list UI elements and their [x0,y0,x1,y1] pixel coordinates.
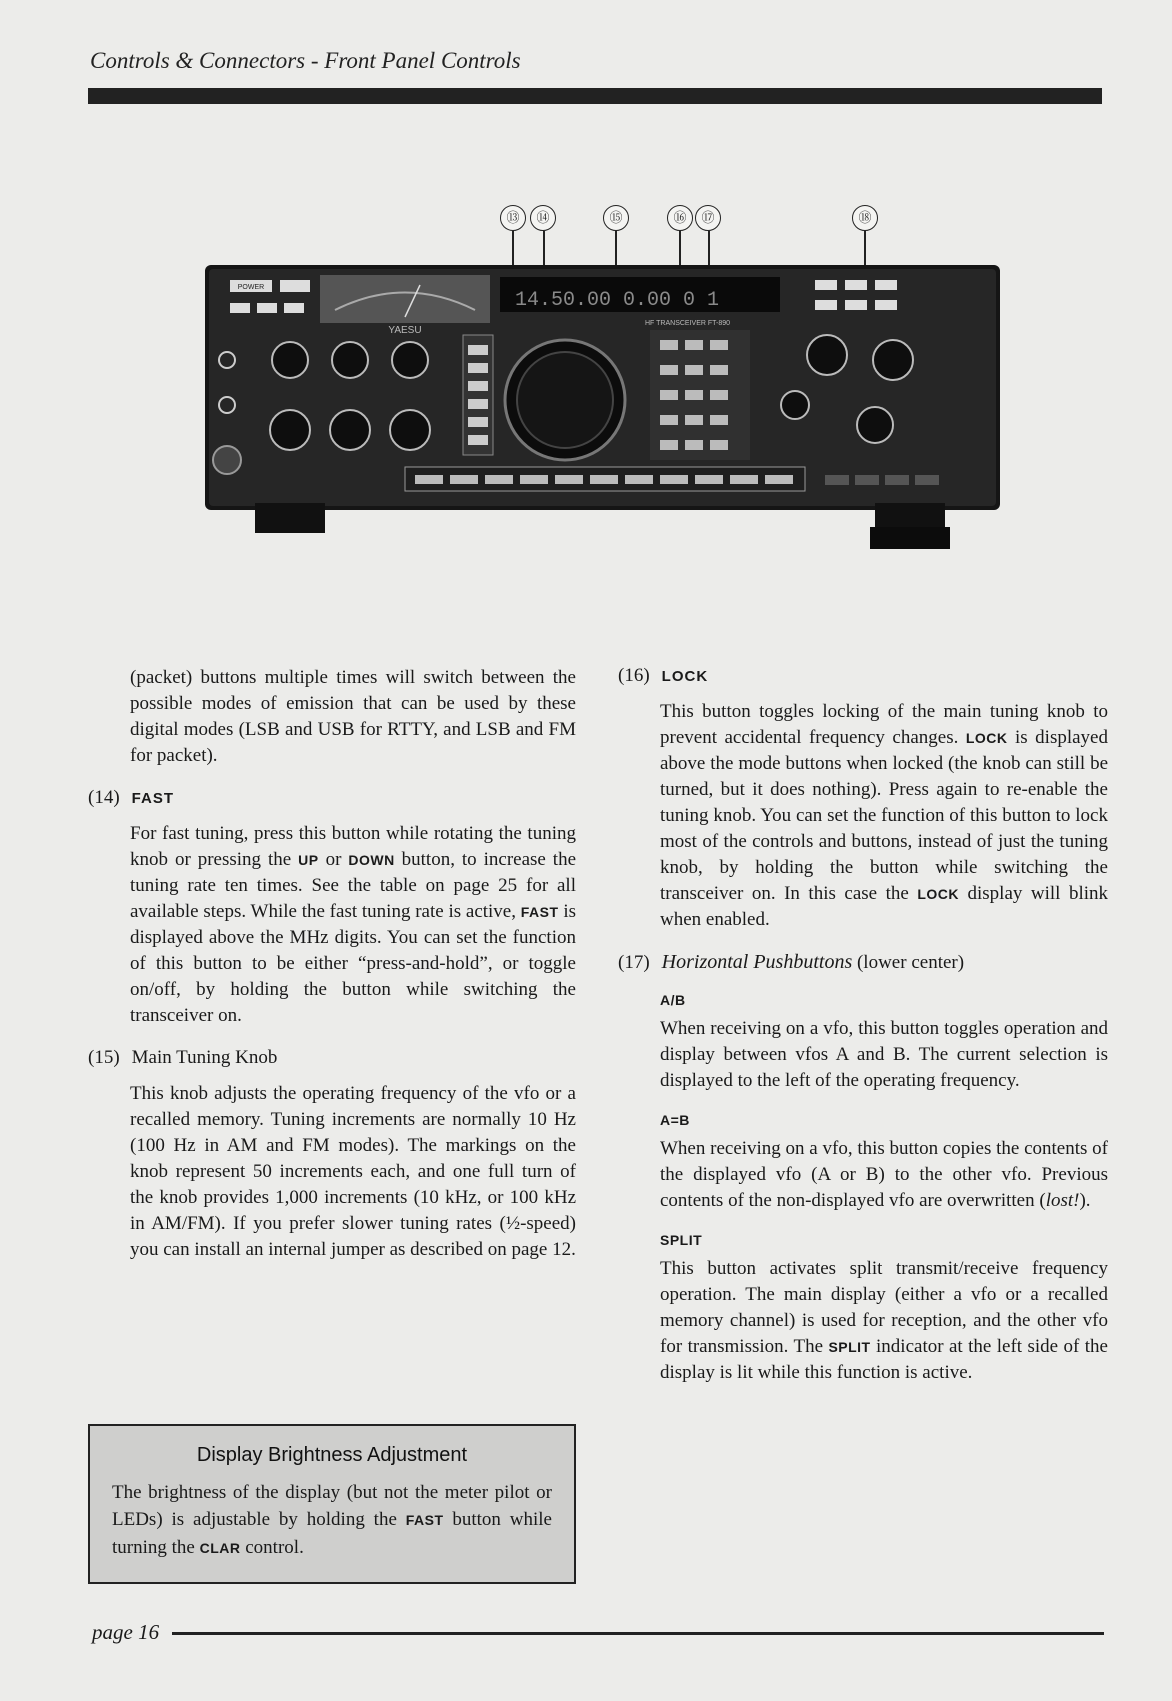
right-column [618,665,1108,1386]
text-span: For fast tuning, press this button while rotating the tuning knob or pressing the [130,823,576,870]
callout-17: ⑰ [695,205,721,231]
aeb-button-label: A=B [660,1112,690,1128]
keyword: UP [298,852,319,868]
callout-13: ⑬ [500,205,526,231]
left-column [88,665,576,1263]
keyword: LOCK [965,730,1008,746]
keyword: FAST [405,1512,444,1528]
callout-16: ⑯ [667,205,693,231]
power-label: POWER [237,284,265,291]
frequency-display: 14.50.00 0.00 0 1 [515,289,720,312]
text-span: This button activates split transmit/receive frequency operation. The main display (either a vfo or a recalled memory channel) is used for reception, and the other vfo for transmission. The [660,1258,1108,1357]
packet-paragraph: (packet) buttons multiple times will switch between the possible modes of emission that can be used by these digital modes (LSB and USB for RTTY, and LSB and FM for packet). [130,667,576,766]
keyword: SPLIT [828,1339,871,1355]
split-paragraph [660,1256,1108,1386]
section-title: Main Tuning Knob [131,1047,278,1068]
section-number: (14) [88,787,120,808]
box-title: Display Brightness Adjustment [196,1444,468,1466]
section-number: (17) [618,952,650,973]
text-span: button while turning the [112,1509,552,1558]
model-label: HF TRANSCEIVER FT-890 [645,320,731,327]
text-span: or [318,849,349,870]
section-title: Horizontal Pushbuttons [661,951,853,973]
keyword: CLAR [199,1540,241,1556]
text-span: indicator at the left side of the display is lit while this function is active. [660,1336,1108,1383]
text-span: is displayed above the MHz digits. You can set the function of this button to be either “press-and-hold”, or toggle on/off, by holding the button while switching the transceiver on. [130,901,576,1026]
text-span: When receiving on a vfo, this button copies the contents of the displayed vfo (A or B) to the other vfo. Previous contents of the non-displayed vfo are overwritten ( [660,1138,1108,1211]
ab-button-label: A/B [660,992,686,1008]
brand-label: YAESU [388,325,422,336]
text-span: control. [240,1537,304,1558]
section-17-heading [618,951,1108,974]
section-number: (16) [618,665,650,686]
lock-paragraph [660,699,1108,933]
transceiver-front-panel-photo [205,205,1000,560]
text-span: button, to increase the tuning rate ten times. See the table on page 25 for all available steps. While the fast tuning rate is active, [130,849,577,922]
emphasis: lost! [1045,1190,1080,1211]
box-text [112,1479,552,1562]
tuning-knob-paragraph: This knob adjusts the operating frequency of the vfo or a recalled memory. Tuning increments are normally 10 Hz (100 Hz in AM and FM modes). The markings on the knob represent 50 increments each, and one full turn of the knob provides 1,000 increments (10 kHz, or 100 kHz in AM/FM). If you prefer slower tuning rates (½-speed) you can install an internal jumper as described on page 12. [130,1083,576,1260]
keyword: DOWN [348,852,395,868]
brightness-note-box [88,1424,576,1584]
aeb-paragraph [660,1136,1108,1214]
split-button-label: SPLIT [660,1232,703,1248]
section-14-heading [88,787,576,809]
section-header: Controls & Connectors - Front Panel Controls [90,48,521,73]
text-span: The brightness of the display (but not the meter pilot or LEDs) is adjustable by holding the [112,1482,552,1530]
callout-15: ⑮ [603,205,629,231]
text-span: ). [1079,1190,1091,1211]
text-span: display will blink when enabled. [660,883,1109,930]
fast-paragraph [130,821,576,1029]
ab-paragraph: When receiving on a vfo, this button toggles operation and display between vfos A and B. The current selection is displayed to the left of the operating frequency. [660,1018,1108,1091]
footer-rule [172,1632,1104,1635]
section-15-heading [88,1047,576,1069]
keyword: FAST [520,904,559,920]
section-title: FAST [131,790,174,807]
text-span: This button toggles locking of the main tuning knob to prevent accidental frequency changes. [660,701,1108,748]
section-title: LOCK [661,668,709,685]
section-16-heading [618,665,1108,687]
page-number: page 16 [92,1620,160,1644]
keyword: LOCK [917,886,959,902]
text-span: is displayed above the mode buttons when locked (the knob can still be turned, but it does nothing). Press again to re-enable the tuning knob. You can set the function of this button to lock most of the controls and buttons, instead of just the tuning knob, by holding the button while switching the transceiver on. In this case the [660,727,1108,904]
callout-18: ⑱ [852,205,878,231]
header-rule [88,88,1102,104]
callout-14: ⑭ [530,205,556,231]
section-subtitle: (lower center) [856,952,965,973]
section-number: (15) [88,1047,120,1068]
